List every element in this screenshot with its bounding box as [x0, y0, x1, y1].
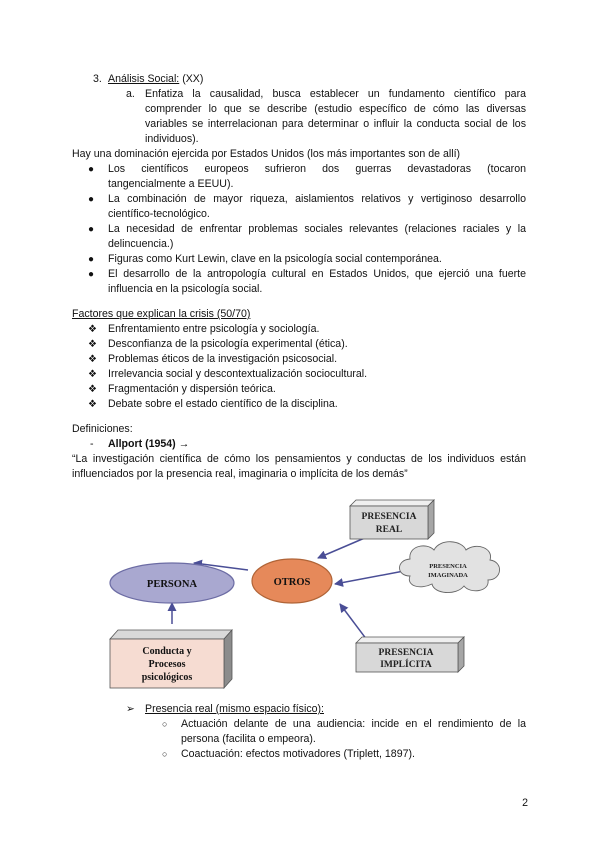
definition-quote: “La investigación científica de cómo los pensamientos y conductas de los individuos están	[72, 453, 526, 465]
otros-label: OTROS	[273, 577, 311, 588]
dominance-intro: Hay una dominación ejercida por Estados Unidos (los más importantes son de allí)	[72, 148, 461, 160]
conducta-node	[110, 630, 232, 688]
section-title-line	[108, 72, 203, 87]
circle-bullet-icon: ○	[162, 749, 168, 759]
diamond-bullet-icon: ❖	[88, 324, 97, 335]
crisis-item: Enfrentamiento entre psicología y sociología.	[108, 323, 320, 335]
diamond-bullet-icon: ❖	[88, 384, 97, 395]
bullet-icon: ●	[88, 269, 95, 280]
diamond-bullet-icon: ❖	[88, 399, 97, 410]
crisis-item: Desconfianza de la psicología experimental (ética).	[108, 338, 348, 350]
item-line: individuos).	[145, 133, 199, 145]
section-suffix: (XX)	[179, 73, 204, 85]
persona-node	[110, 563, 234, 603]
diamond-bullet-icon: ❖	[88, 339, 97, 350]
arrow-imaginada-to-otros	[335, 571, 404, 584]
section-number: 3.	[93, 73, 102, 85]
bullet-text: científico-tecnológico.	[108, 208, 210, 220]
presencia-implicita-node	[356, 637, 464, 672]
dash-bullet: -	[90, 438, 94, 450]
crisis-item: Fragmentación y dispersión teórica.	[108, 383, 276, 395]
crisis-heading: Factores que explican la crisis (50/70)	[72, 308, 251, 320]
bullet-text: Figuras como Kurt Lewin, clave en la psicología social contemporánea.	[108, 253, 442, 265]
bullet-text: La necesidad de enfrentar problemas sociales relevantes (relaciones raciales y la	[108, 223, 526, 235]
definition-quote: influenciados por la presencia real, imaginaria o implícita de los demás”	[72, 468, 408, 480]
section-title: Análisis Social:	[108, 73, 180, 85]
presencia-imaginada-label: PRESENCIA	[429, 563, 467, 570]
persona-label: PERSONA	[146, 579, 198, 590]
diamond-bullet-icon: ❖	[88, 369, 97, 380]
item-letter: a.	[126, 88, 135, 100]
conducta-label: Conducta y	[142, 646, 192, 657]
presencia-real-label: PRESENCIA	[361, 512, 417, 522]
definitions-heading: Definiciones:	[72, 423, 133, 435]
bullet-icon: ●	[88, 164, 95, 175]
presence-diagram	[70, 496, 550, 696]
bullet-icon: ●	[88, 254, 95, 265]
presencia-imaginada-label: IMAGINADA	[428, 572, 468, 579]
presencia-item: Actuación delante de una audiencia: incide en el rendimiento de la	[181, 718, 526, 730]
presencia-real-node	[350, 500, 434, 539]
bullet-text: Los científicos europeos sufrieron dos guerras devastadoras (tocaron	[108, 163, 526, 175]
otros-node	[252, 559, 332, 603]
circle-bullet-icon: ○	[162, 719, 168, 729]
bullet-text: tangencialmente a EEUU).	[108, 178, 234, 190]
bullet-text: influencia en la psicología social.	[108, 283, 263, 295]
conducta-label: Procesos	[148, 659, 186, 670]
presencia-item: persona (facilita o empeora).	[181, 733, 316, 745]
item-line: Enfatiza la causalidad, busca establecer un fundamento científico para	[145, 88, 526, 100]
diamond-bullet-icon: ❖	[88, 354, 97, 365]
allport-citation: Allport (1954) →	[108, 438, 190, 450]
bullet-text: El desarrollo de la antropología cultural en Estados Unidos, que ejerció una fuerte	[108, 268, 526, 280]
crisis-item: Irrelevancia social y descontextualización sociocultural.	[108, 368, 368, 380]
item-line: variables se interrelacionan para determinar o influir la conducta social de los	[145, 118, 526, 130]
presencia-item: Coactuación: efectos motivadores (Triplett, 1897).	[181, 748, 415, 760]
item-line: comprender lo que se describe (estudio específico de cómo las diversas	[145, 103, 526, 115]
presencia-implicita-label: IMPLÍCITA	[380, 660, 432, 670]
presencia-real-heading: Presencia real (mismo espacio físico):	[145, 703, 324, 715]
presencia-imaginada-node	[400, 542, 500, 593]
bullet-text: delincuencia.)	[108, 238, 174, 250]
bullet-icon: ●	[88, 224, 95, 235]
page-number: 2	[522, 797, 528, 809]
bullet-icon: ●	[88, 194, 95, 205]
arrow-bullet-icon: ➢	[126, 703, 135, 715]
bullet-text: La combinación de mayor riqueza, aislamientos relativos y vertiginoso desarrollo	[108, 193, 526, 205]
presencia-real-label: REAL	[375, 525, 403, 535]
crisis-item: Problemas éticos de la investigación psicosocial.	[108, 353, 338, 365]
conducta-label: psicológicos	[141, 672, 193, 683]
presencia-implicita-label: PRESENCIA	[378, 648, 434, 658]
crisis-item: Debate sobre el estado científico de la disciplina.	[108, 398, 338, 410]
